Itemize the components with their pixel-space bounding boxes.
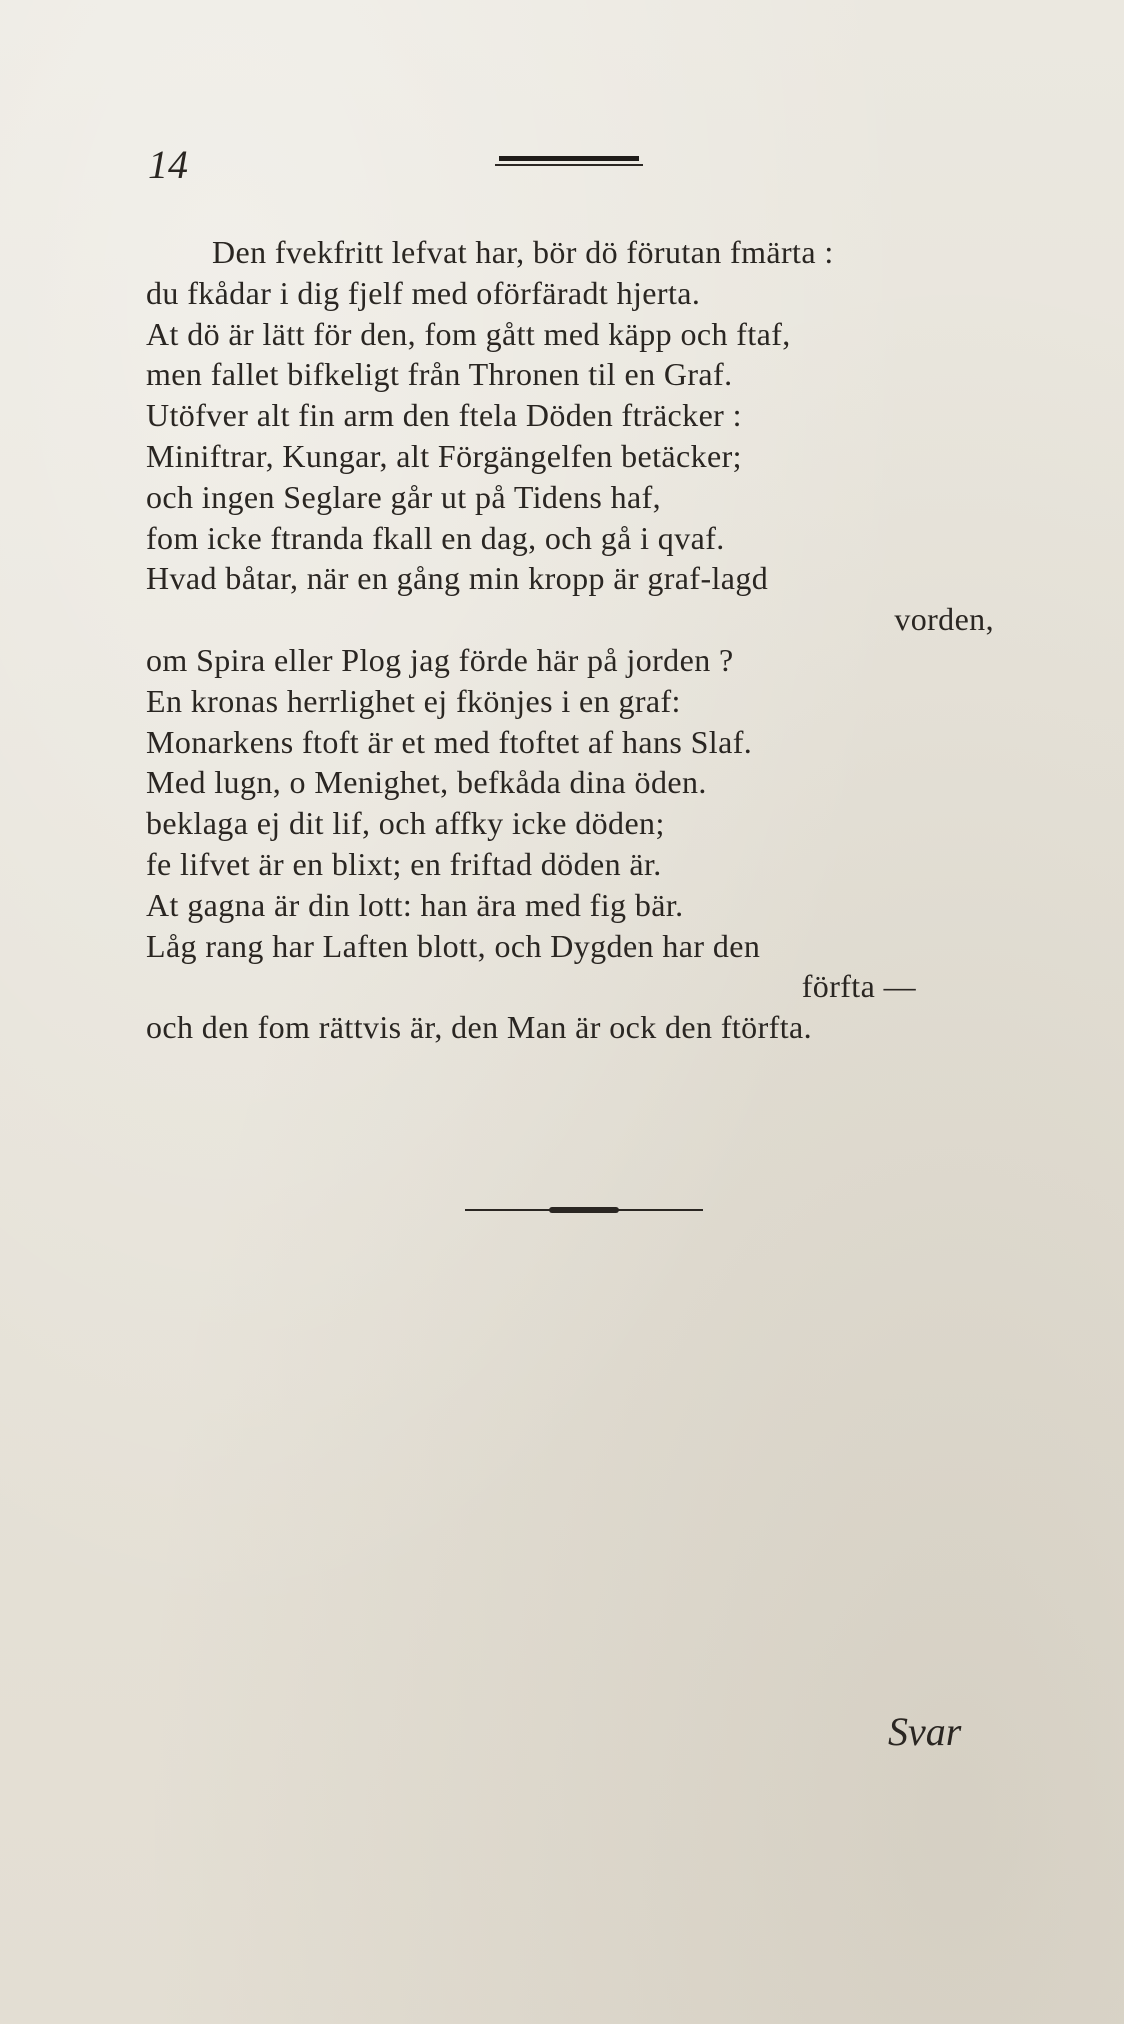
poem-line: beklaga ej dit lif, och affky icke döden; — [146, 805, 665, 842]
poem-line: och den fom rättvis är, den Man är ock den ftörfta. — [146, 1009, 812, 1046]
poem-line: men fallet bifkeligt från Thronen til en Graf. — [146, 356, 733, 393]
poem-line: fe lifvet är en blixt; en friftad döden är. — [146, 845, 662, 882]
poem-line: vorden, — [894, 601, 994, 638]
header-rule — [495, 156, 643, 168]
section-divider — [465, 1207, 703, 1213]
header-rule-thin — [495, 164, 643, 166]
poem-line: En kronas herrlighet ej fkönjes i en graf: — [146, 682, 681, 719]
header-rule-thick — [499, 156, 639, 161]
poem-line: Med lugn, o Menighet, befkåda dina öden. — [146, 764, 707, 801]
poem-line: Monarkens ftoft är et med ftoftet af hans Slaf. — [146, 723, 753, 760]
poem-line: Miniftrar, Kungar, alt Förgängelfen betäcker; — [146, 437, 742, 474]
poem-line: Den fvekfritt lefvat har, bör dö förutan fmärta : — [212, 234, 834, 270]
poem-line: At dö är lätt för den, fom gått med käpp och ftaf, — [146, 315, 791, 352]
poem-line: Låg rang har Laften blott, och Dygden har den — [146, 927, 761, 964]
poem-line: du fkådar i dig fjelf med oförfäradt hjerta. — [146, 274, 701, 311]
poem-line: Hvad båtar, när en gång min kropp är graf-lagd — [146, 560, 769, 597]
poem-line: fom icke ftranda fkall en dag, och gå i qvaf. — [146, 519, 725, 556]
poem-line: Utöfver alt fin arm den ftela Döden fträcker : — [146, 397, 742, 434]
poem-line: At gagna är din lott: han ära med fig bär. — [146, 886, 684, 923]
page-number: 14 — [148, 142, 188, 187]
poem-line: och ingen Seglare går ut på Tidens haf, — [146, 478, 662, 515]
poem-text — [146, 232, 1026, 1048]
poem-line: förfta — — [801, 968, 916, 1005]
catchword: Svar — [888, 1709, 962, 1754]
poem-line: om Spira eller Plog jag förde här på jorden ? — [146, 641, 734, 678]
section-divider-ornament — [549, 1207, 619, 1213]
